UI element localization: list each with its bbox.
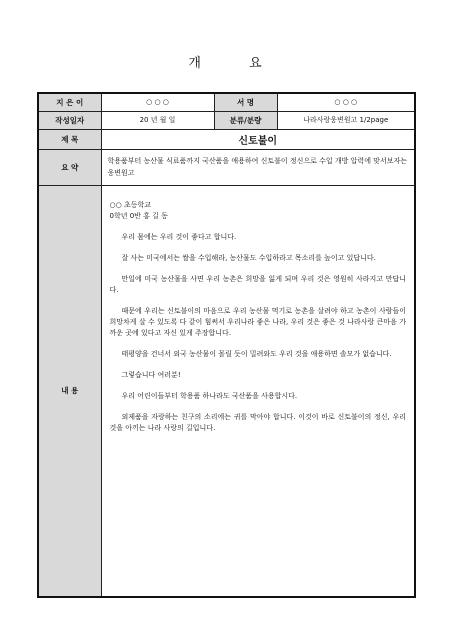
date-row	[38, 111, 415, 129]
subject-row	[38, 129, 415, 149]
paragraph: 만일에 미국 농산물을 사면 우리 농촌은 희망을 잃게 되며 우리 것은 영원히 사라지고 만답니다.	[109, 274, 406, 294]
paragraph: 우리 어린이들부터 학용품 하나라도 국산품을 사용합시다.	[121, 391, 298, 400]
paragraph: 외제품을 자랑하는 친구의 소리에는 귀를 막아야 합니다. 이것이 바로 신토불이의 정신, 우리 것을 아끼는 나라 사랑의 길입니다.	[109, 412, 406, 432]
date-label: 작성일자	[38, 111, 101, 129]
content-body	[101, 185, 415, 597]
school-name: ○○ 초등학교	[109, 200, 151, 209]
author-value: ○ ○ ○	[101, 93, 214, 111]
document-title: 개 요	[188, 56, 284, 71]
author-label: 지 은 이	[38, 93, 101, 111]
category-label: 분류/분량	[214, 111, 277, 129]
paragraph: 때문에 우리는 신토불이의 마음으로 우리 농산물 먹기로 농촌을 살려야 하고 농촌이 사람들이 희망차게 살 수 있도록 다 같이 힘써서 우리나라 좋은 나라, 우리 것은 좋은 것 나라사랑 큰마음 가까운 곳에 있다고 자신 있게 주장합니다.	[109, 306, 406, 337]
signature-value: ○ ○ ○	[277, 93, 415, 111]
paragraph: 그렇습니다 여러분!	[121, 370, 181, 379]
summary-label: 요 약	[38, 149, 101, 185]
paragraph: 잘 사는 미국에서는 쌀을 수입해라, 농산물도 수입하라고 목소리를 높이고 있답니다.	[121, 253, 376, 262]
summary-value: 학용품부터 농산물 식료품까지 국산품을 애용하여 신토불이 정신으로 수입 개방 압력에 맞서보자는 웅변원고	[101, 149, 415, 185]
subject-label: 제 목	[38, 129, 101, 149]
subject-value: 신토불이	[101, 129, 415, 149]
category-value: 나라사랑웅변원고 1/2page	[277, 111, 415, 129]
summary-form-table	[37, 92, 416, 598]
author-row	[38, 93, 415, 111]
summary-row	[38, 149, 415, 185]
student-name: 0학년 0반 홍 길 동	[109, 211, 168, 220]
content-row	[38, 185, 415, 597]
date-value: 20 년 월 일	[101, 111, 214, 129]
signature-label: 서 명	[214, 93, 277, 111]
paragraph: 태평양을 건너서 외국 농산물이 몰릴 듯이 밀려와도 우리 것을 애용하면 솔모가 없습니다.	[121, 349, 392, 358]
paragraph: 우리 몸에는 우리 것이 좋다고 합니다.	[121, 232, 237, 241]
content-label: 내 용	[38, 185, 101, 597]
